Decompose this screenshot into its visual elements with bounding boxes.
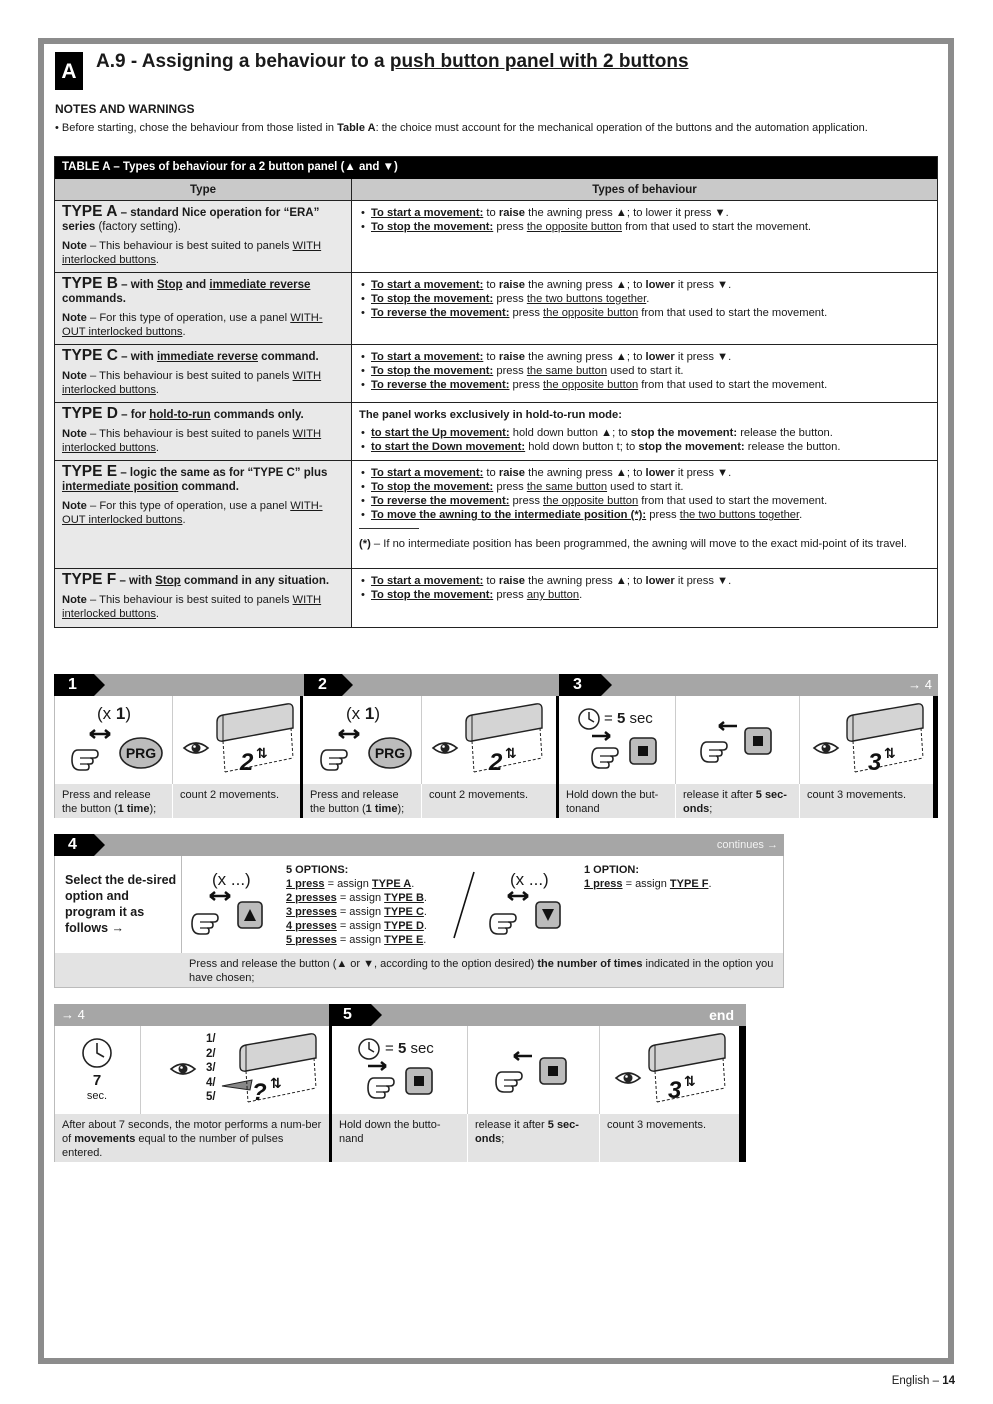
notes-heading: NOTES AND WARNINGS: [55, 102, 195, 116]
up-down-arrows: ⇅: [256, 746, 268, 762]
eye-icon: [170, 1056, 196, 1082]
step-4-caption: Press and release the button (▲ or ▼, according to the option desired) the number of times indicated in the option you have chosen;: [182, 953, 783, 987]
five-options-list: 5 OPTIONS: 1 press = assign TYPE A. 2 presses = assign TYPE B. 3 presses = assign TYPE C. 4 presses = assign TYPE D. 5 presses = assign TYPE E.: [286, 864, 427, 946]
count-number: 2: [240, 749, 254, 776]
step-caption: count 2 movements.: [173, 784, 300, 818]
release-stop-button-icon: [494, 1050, 574, 1095]
press-count-label: (x ...): [212, 870, 251, 889]
clock-icon: [358, 1038, 382, 1062]
step-caption: count 3 movements.: [600, 1114, 739, 1162]
col-type: Type: [55, 179, 352, 200]
step-5-badge: 5: [329, 1004, 371, 1026]
hold-time-label: = 5 sec: [385, 1040, 434, 1057]
table-row: TYPE D – for hold-to-run commands only. Note – This behaviour is best suited to panels WITH interlocked buttons. The panel works exclusively in hold-to-run mode: • to start the Up movement: hold down button ▲; to stop the movement: release the button. • to start the Down movement: hold down button t; to stop the movement: release the button.: [55, 403, 937, 461]
select-option-instruction: Select the de-sired option and program it as follows →: [65, 873, 177, 935]
table-row: TYPE A – standard Nice operation for “ERA” series (factory setting). Note – This behaviour is best suited to panels WITH interlocked buttons. • To start a movement: to raise the awning press ▲; to lower it press ▼. • To stop the movement: press the opposite button from that used to start the movement.: [55, 201, 937, 273]
next-step-label: → 4: [908, 677, 932, 692]
prev-step-label: → 4: [61, 1007, 85, 1022]
hold-time-label: = 5 sec: [604, 710, 653, 727]
press-down-button-icon: [488, 892, 568, 937]
hold-stop-button-icon: [588, 730, 668, 775]
table-row: TYPE B – with Stop and immediate reverse commands. Note – For this type of operation, use a panel WITH-OUT interlocked buttons. • To start a movement: to raise the awning press ▲; to lower it press ▼. • To stop the movement: press the two buttons together. • To reverse the movement: press the opposite button from that used to start the movement.: [55, 273, 937, 345]
wait-unit: sec.: [86, 1090, 108, 1102]
notes-text: • Before starting, chose the behaviour from those listed in Table A: the choice must account for the mechanical operation of the buttons and the automation application.: [55, 122, 868, 134]
step-caption: Hold down the butto-nand: [332, 1114, 467, 1162]
step-caption-blank: [55, 953, 182, 987]
count-movements-icon: [182, 700, 292, 780]
steps-bar: [54, 674, 938, 696]
table-a: [54, 156, 938, 628]
movement-count-options: 1/ 2/ 3/ 4/ 5/: [206, 1033, 216, 1103]
up-down-arrows: ⇅: [270, 1076, 282, 1092]
clock-icon: [80, 1036, 114, 1070]
option-separator: [450, 870, 480, 942]
divider: [359, 528, 419, 529]
count-movements-icon: [222, 1030, 332, 1110]
press-up-button-icon: [190, 892, 270, 937]
table-row: TYPE E – logic the same as for “TYPE C” plus intermediate position command. Note – For this type of operation, use a panel WITH-OUT interlocked buttons. • To start a movement: to raise the awning press ▲; to lower it press ▼. • To stop the movement: press the same button used to start it. • To reverse the movement: press the opposite button from that used to start the movement. • To move the awning to the intermediate position (*): press the two buttons together. (*) – If no intermediate position has been programmed, the awning will move to the exact mid-point of its travel.: [55, 461, 937, 569]
prg-text: PRG: [125, 745, 157, 761]
step-1-badge: 1: [54, 674, 94, 696]
count-number: 3: [668, 1077, 682, 1104]
end-label: end: [709, 1007, 734, 1023]
count-unknown: ?: [252, 1079, 267, 1106]
step-4-badge: 4: [54, 834, 94, 856]
count-movements-icon: [431, 700, 541, 780]
table-row: TYPE C – with immediate reverse command. Note – This behaviour is best suited to panels WITH interlocked buttons. • To start a movement: to raise the awning press ▲; to lower it press ▼. • To stop the movement: press the same button used to start it. • To reverse the movement: press the opposite button from that used to start the movement.: [55, 345, 937, 403]
count-movements-icon: [812, 700, 922, 780]
step-caption: count 2 movements.: [422, 784, 556, 818]
step-caption: count 3 movements.: [800, 784, 933, 818]
clock-icon: [578, 708, 602, 732]
page-footer: English – 14: [891, 1375, 955, 1387]
step-caption: release it after 5 sec-onds;: [468, 1114, 599, 1162]
step-caption: Press and release the button (1 time);: [55, 784, 172, 818]
one-option-list: 1 OPTION: 1 press = assign TYPE F.: [584, 864, 712, 890]
page-title: A.9 - Assigning a behaviour to a push button panel with 2 buttons: [96, 51, 689, 72]
step-caption: After about 7 seconds, the motor performs a num-ber of movements equal to the number of pulses entered.: [55, 1114, 329, 1162]
step-caption: release it after 5 sec-onds;: [676, 784, 799, 818]
step-caption: Press and release the button (1 time);: [303, 784, 421, 818]
count-number: 3: [868, 749, 882, 776]
table-caption: TABLE A – Types of behaviour for a 2 button panel (▲ and ▼): [55, 157, 937, 179]
count-movements-icon: [614, 1030, 724, 1110]
release-stop-button-icon: [699, 720, 779, 765]
up-down-arrows: ⇅: [884, 746, 896, 762]
up-down-arrows: ⇅: [684, 1074, 696, 1090]
press-count-label: (x 1): [97, 704, 132, 723]
step-2-badge: 2: [304, 674, 342, 696]
continues-label: continues →: [716, 839, 778, 851]
press-prg-icon: [321, 728, 421, 778]
step-5-bar: [54, 1004, 746, 1026]
press-count-label: (x ...): [510, 870, 549, 889]
hold-stop-button-icon: [364, 1060, 444, 1105]
count-number: 2: [489, 749, 503, 776]
step-4-bar: [54, 834, 784, 856]
up-down-arrows: ⇅: [505, 746, 517, 762]
press-prg-icon: [72, 728, 172, 778]
section-letter: A: [55, 52, 83, 90]
table-header: [55, 179, 937, 201]
wait-seconds: 7: [92, 1072, 102, 1089]
press-count-label: (x 1): [346, 704, 381, 723]
prg-text: PRG: [374, 745, 406, 761]
step-3-badge: 3: [559, 674, 601, 696]
col-behaviour: Types of behaviour: [592, 184, 697, 196]
table-row: TYPE F – with Stop command in any situation. Note – This behaviour is best suited to panels WITH interlocked buttons. • To start a movement: to raise the awning press ▲; to lower it press ▼. • To stop the movement: press any button.: [55, 569, 937, 627]
step-caption: Hold down the but-tonand: [559, 784, 675, 818]
